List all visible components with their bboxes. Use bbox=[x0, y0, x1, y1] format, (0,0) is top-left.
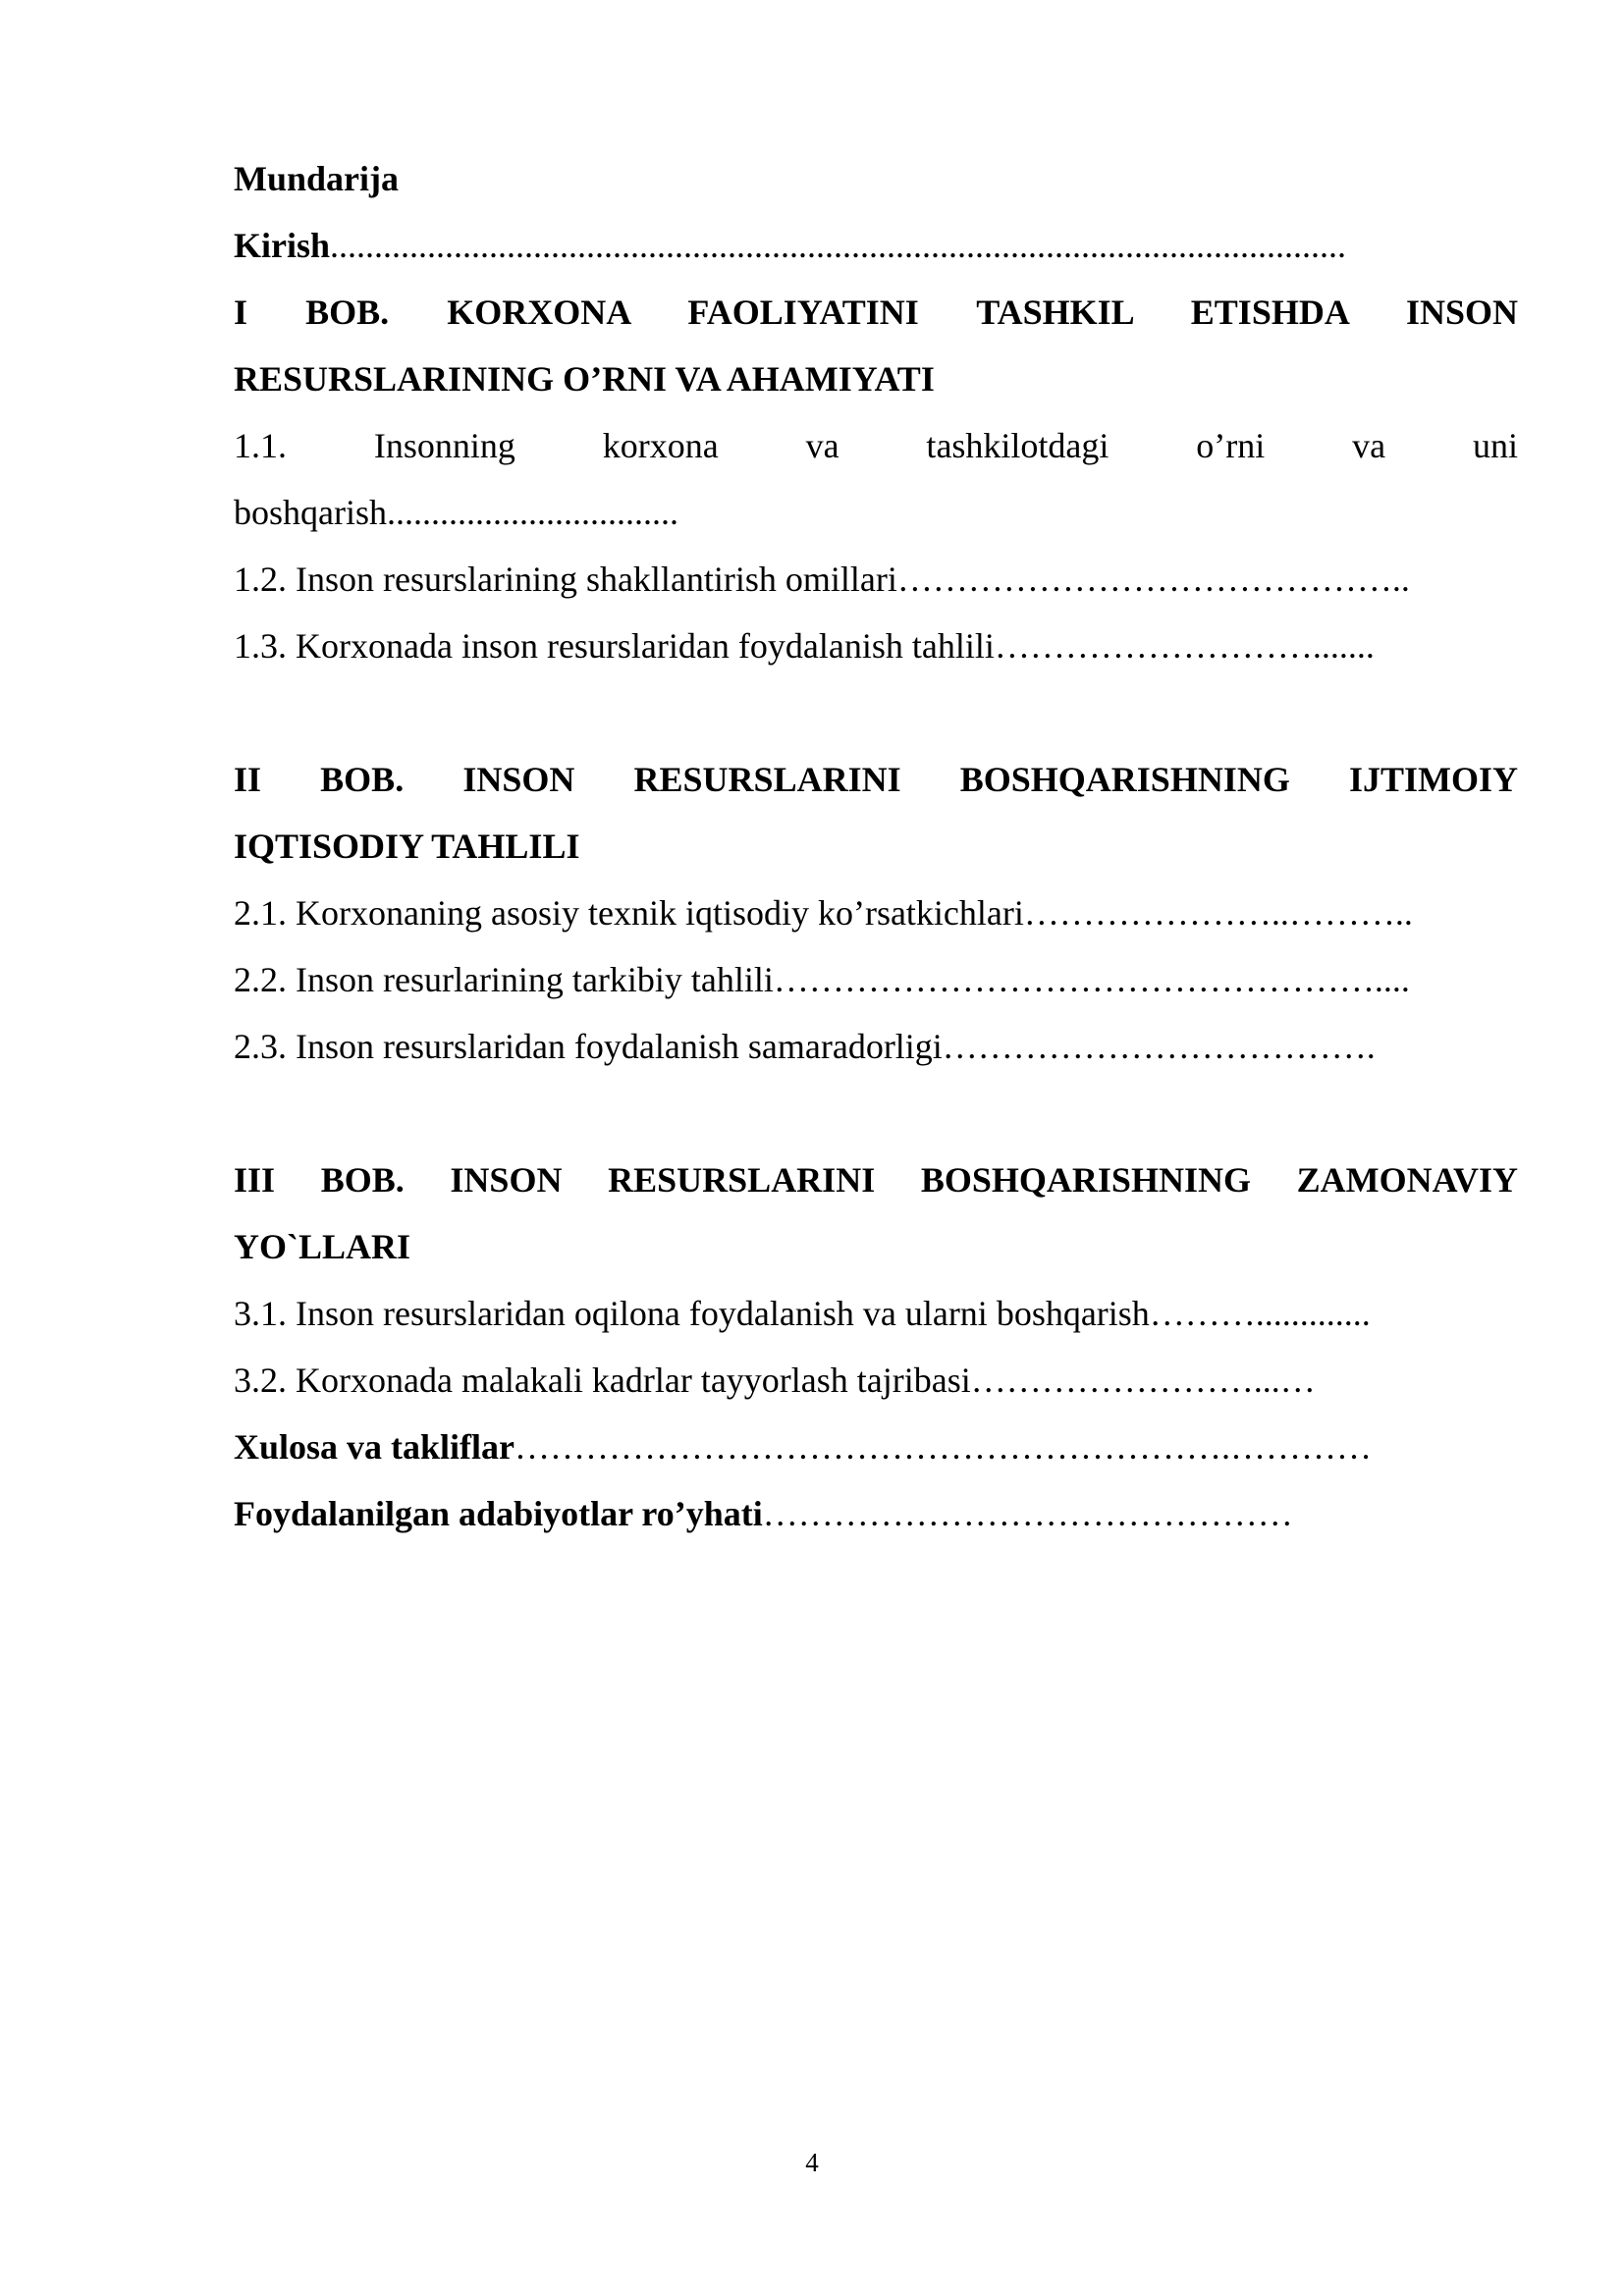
toc-entry-references bbox=[234, 1480, 1518, 1547]
toc-entry-3-2: 3.2. Korxonada malakali kadrlar tayyorlash tajribasi……………………...… bbox=[234, 1361, 1316, 1400]
toc-entry-label: Kirish bbox=[234, 226, 331, 265]
page-number: 4 bbox=[805, 2148, 819, 2177]
chapter-2-heading: II BOB. INSON RESURSLARINI BOSHQARISHNING IJTIMOIY bbox=[234, 760, 1518, 799]
chapter-3-heading: III BOB. INSON RESURSLARINI BOSHQARISHNING ZAMONAVIY bbox=[234, 1160, 1518, 1200]
toc-entry-2-3: 2.3. Inson resurslaridan foydalanish samaradorligi………………………………. bbox=[234, 1027, 1376, 1066]
section-spacer bbox=[234, 1080, 1518, 1147]
toc-entry-3-1: 3.1. Inson resurslaridan oqilona foydalanish va ularni boshqarish………............. bbox=[234, 1294, 1371, 1333]
section-spacer bbox=[234, 679, 1518, 746]
chapter-3-heading-continued: YO`LLARI bbox=[234, 1227, 411, 1266]
toc-leader: ……………………………………… bbox=[762, 1494, 1293, 1533]
toc-entry-1-1: 1.1. Insonning korxona va tashkilotdagi o’rni va uni bbox=[234, 426, 1518, 465]
toc-entry-1-2: 1.2. Inson resurslarining shakllantirish omillari…………………………………….. bbox=[234, 560, 1410, 599]
toc-entry-1-1-continued: boshqarish................................. bbox=[234, 493, 678, 532]
chapter-2-heading-continued: IQTISODIY TAHLILI bbox=[234, 827, 580, 866]
table-of-contents bbox=[234, 145, 1518, 1547]
toc-entry-intro bbox=[234, 212, 1518, 279]
toc-entry-2-1: 2.1. Korxonaning asosiy texnik iqtisodiy ko’rsatkichlari…………………..……….. bbox=[234, 893, 1413, 933]
chapter-1-heading-continued: RESURSLARINING O’RNI VA AHAMIYATI bbox=[234, 359, 935, 399]
toc-leader: ................................................................................................................... bbox=[330, 226, 1347, 265]
toc-entry-1-3: 1.3. Korxonada inson resurslaridan foydalanish tahlili………………………....... bbox=[234, 626, 1375, 666]
toc-title: Mundarija bbox=[234, 159, 400, 198]
toc-entry-conclusion bbox=[234, 1414, 1518, 1480]
toc-entry-2-2: 2.2. Inson resurlarining tarkibiy tahlili…………………………………………….... bbox=[234, 960, 1410, 999]
toc-leader: …………………………………………………….………… bbox=[514, 1427, 1373, 1467]
toc-entry-label: Foydalanilgan adabiyotlar ro’yhati bbox=[234, 1494, 763, 1533]
chapter-1-heading: I BOB. KORXONA FAOLIYATINI TASHKIL ETISHDA INSON bbox=[234, 293, 1518, 332]
toc-entry-label: Xulosa va takliflar bbox=[234, 1427, 515, 1467]
